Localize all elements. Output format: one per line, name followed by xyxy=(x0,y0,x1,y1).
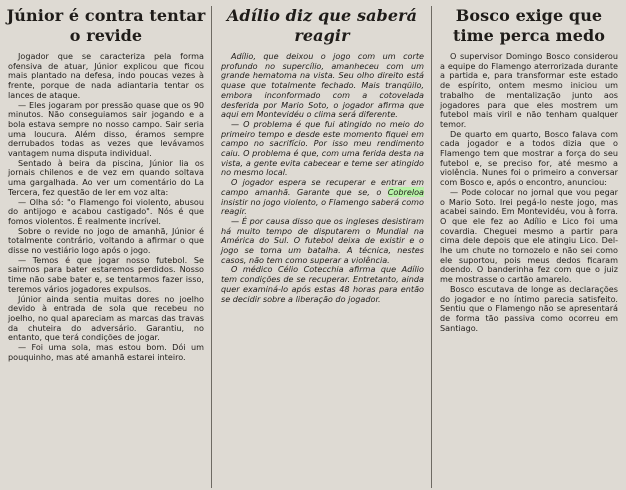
article-bosco xyxy=(432,0,626,490)
article-headline: Bosco exige que time perca medo xyxy=(452,6,606,45)
article-junior xyxy=(0,0,212,490)
paragraph: O supervisor Domingo Bosco considerou a equipe do Flamengo aterrorizada durante a partida e, para transformar este estado de espírito, ontem mesmo iniciou um trabalho de mentalização junto aos jogadores para que eles mostrem um futebol mais viril e não tenham qualquer temor. xyxy=(440,51,618,129)
paragraph: Júnior ainda sentia muitas dores no joelho devido à entrada de sola que recebeu no joelho, no qual apareciam as marcas das travas da chuteira do adversário. Garantiu, no entanto, que terá condições de jogar. xyxy=(8,293,204,343)
paragraph: Sentado à beira da piscina, Júnior lia os jornais chilenos e de vez em quando soltava uma gargalhada. Ao ver um comentário do La Tercera, fez questão de ler em voz alta: xyxy=(8,157,204,197)
paragraph: — Foi uma sola, mas estou bom. Dói um pouquinho, mas até amanhã estarei inteiro. xyxy=(8,342,204,362)
article-headline: Júnior é contra tentar o revide xyxy=(6,6,206,45)
paragraph-with-highlight: O jogador espera se recuperar e entrar em campo amanhã. Garante que se, o Cobreloa insistir no jogo violento, o Flamengo saberá como reagir. xyxy=(221,177,424,217)
paragraph: — O problema é que fui atingido no meio do primeiro tempo e desde este momento fiquei em campo no sacrifício. Por isso meu rendimento caiu. O problema é que, com uma ferida desta na vista, a gente evita cabecear e teme ser atingido no mesmo local. xyxy=(221,118,424,178)
highlighted-word: Cobreloa xyxy=(387,186,424,197)
article-body xyxy=(0,46,212,363)
paragraph: Sobre o revide no jogo de amanhã, Júnior é totalmente contrário, voltando a afirmar o que disse no vestiário logo após o jogo. xyxy=(8,225,204,256)
paragraph: Adílio, que deixou o jogo com um corte profundo no supercílio, amanheceu com um grande hematoma na vista. Seu olho direito está quase que totalmente fechado. Mais tranqüilo, embora inconformado com a cotovelada desferida por Mario Soto, o jogador afirma que aqui em Montevidéu o clima será diferente. xyxy=(221,51,424,120)
paragraph: Jogador que se caracteriza pela forma ofensiva de atuar, Júnior explicou que ficou mais plantado na defesa, indo poucas vezes à frente, porque de nada adiantaria tentar os lances de ataque. xyxy=(8,51,204,100)
article-headline: Adílio diz que saberá reagir xyxy=(226,6,418,45)
article-body xyxy=(212,46,432,304)
paragraph: — Olha só: "o Flamengo foi violento, abusou do antijogo e acabou castigado". Nós é que fomos violentos. É realmente incrível. xyxy=(8,196,204,226)
paragraph: — Pode colocar no jornal que vou pegar o Mario Soto. Irei pegá-lo neste jogo, mas acabei saindo. Em Montevidéu, vou à forra. O que ele fez ao Adílio e Lico foi uma covardia. Cheguei mesmo a partir para cima dele depois que ele atingiu Lico. Del-lhe um chute no tornozelo e não sei como ele suportou, pois meus dedos ficaram doendo. O banderinha fez com que o juiz me mostrasse o cartão amarelo. xyxy=(440,186,618,285)
paragraph: — Temos é que jogar nosso futebol. Se sairmos para bater estaremos perdidos. Nosso time não sabe bater e, se tentarmos fazer isso, teremos vários jogadores expulsos. xyxy=(8,254,204,294)
paragraph: Bosco escutava de longe as declarações do jogador e no íntimo parecia satisfeito. Sentiu que o Flamengo não se apresentará de forma tão passiva como ocorreu em Santiago. xyxy=(440,283,618,333)
article-adilio xyxy=(212,0,432,490)
paragraph: O médico Célio Cotecchia afirma que Adílio tem condições de se recuperar. Entretanto, ainda quer examiná-lo após estas 48 horas para então se decidir sobre a liberação do jogador. xyxy=(221,264,424,304)
paragraph: — É por causa disso que os ingleses desistiram há muito tempo de disputarem o Mundial na América do Sul. O futebol deixa de existir e o jogo se torna um batalha. A técnica, nestes casos, não tem como superar a violência. xyxy=(221,215,424,265)
paragraph: De quarto em quarto, Bosco falava com cada jogador e a todos dizia que o Flamengo tem que mostrar a força do seu futebol e, se preciso for, até mesmo a violência. Nunes foi o primeiro a conversar com Bosco e, após o encontro, anunciou: xyxy=(440,128,618,188)
paragraph: — Eles jogaram por pressão quase que os 90 minutos. Não conseguiamos sair jogando e a bola estava sempre no nosso campo. Sair seria uma loucura. Além disso, éramos sempre derrubados todas as vezes que levávamos vantagem numa disputa individual. xyxy=(8,99,204,159)
article-body xyxy=(432,46,626,333)
